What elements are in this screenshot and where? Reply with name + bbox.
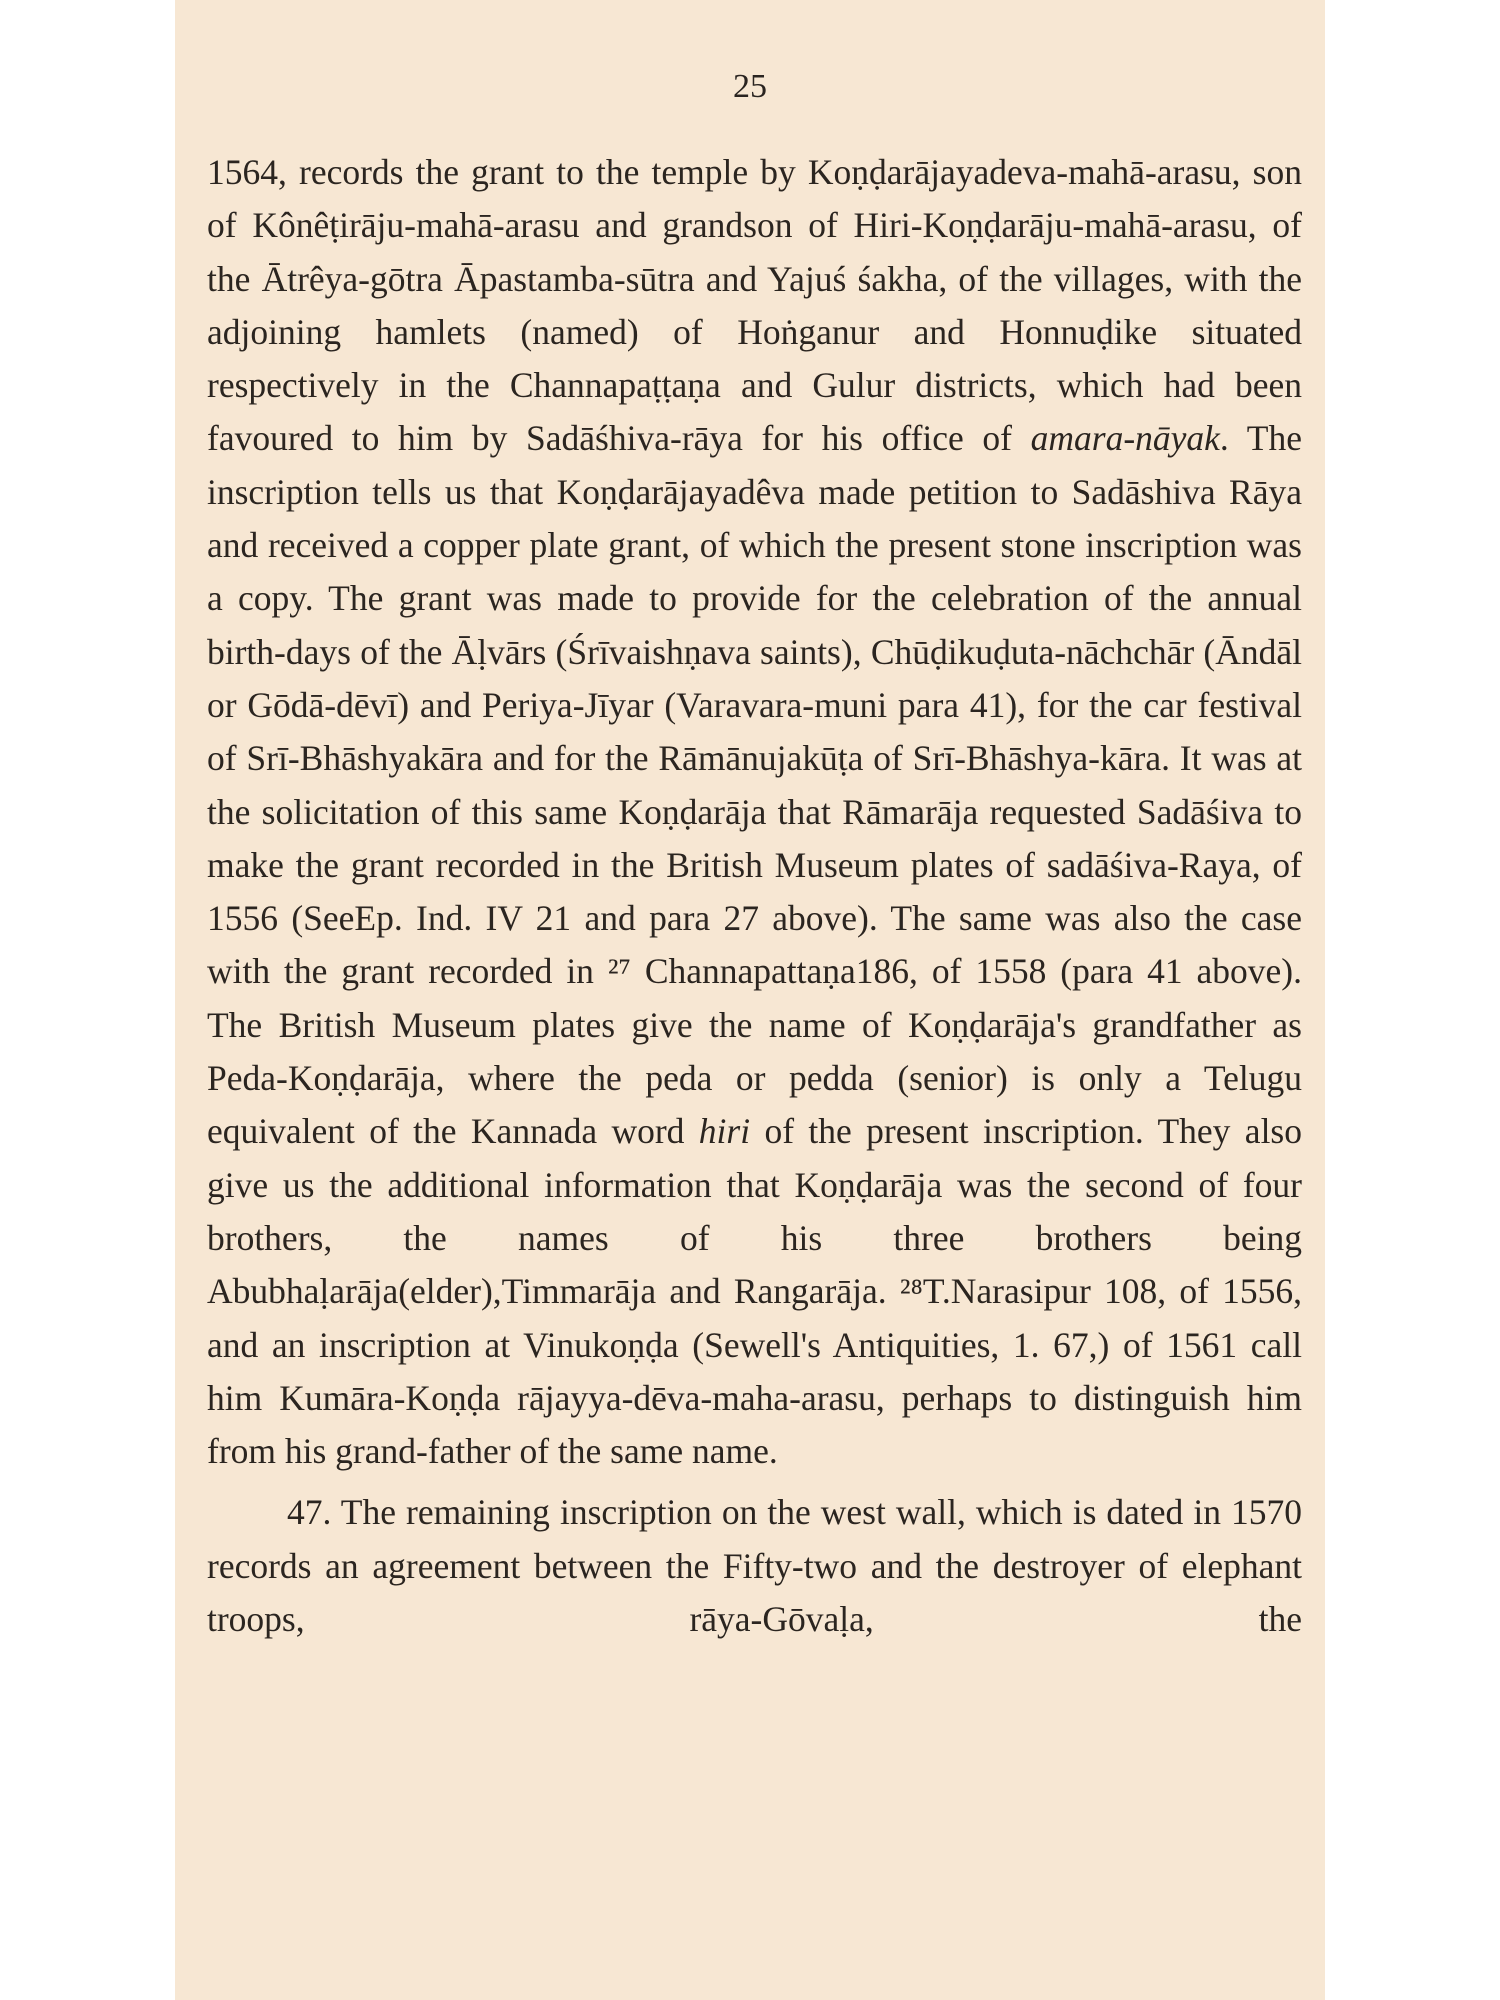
body-text (207, 146, 1302, 1646)
italic-term-hiri: hiri (698, 1111, 751, 1152)
book-page (175, 0, 1325, 2000)
paragraph-46-continuation (207, 146, 1302, 1478)
text-segment: . The inscription tells us that Koṇḍarājayadêva made petition to Sadāshiva Rāya and received a copper plate grant, of which the present stone inscription was a copy. The grant was made to provide for the celebration of the annual birth-days of the Āḷvārs (Śrīvaishṇava saints), Chūḍikuḍuta-nāchchār (Āndāl or Gōdā-dēvī) and Periya-Jīyar (Varavara-muni para 41), for the car festival of Srī-Bhāshyakāra and for the Rāmānujakūṭa of Srī-Bhāshya-kāra. It was at the solicitation of this same Koṇḍarāja that Rāmarāja requested Sadāśiva to make the grant recorded in the British Museum plates of sadāśiva-Raya, of 1556 (SeeEp. Ind. IV 21 and para 27 above). The same was also the case with the grant recorded in ²⁷ Channapattaṇa186, of 1558 (para 41 above). The British Museum plates give the name of Koṇḍarāja's grandfather as Peda-Koṇḍarāja, where the peda or pedda (senior) is only a Telugu equivalent of the Kannada word (207, 418, 1302, 1152)
text-segment: of the present inscription. They also give us the additional information that Koṇḍarāja was the second of four brothers, the names of his three brothers being Abubhaḷarāja(elder),Timmarāja and Rangarāja. ²⁸T.Narasipur 108, of 1556, and an inscription at Vinukoṇḍa (Sewell's Antiquities, 1. 67,) of 1561 call him Kumāra-Koṇḍa rājayya-dēva-maha-arasu, perhaps to distinguish him from his grand-father of the same name. (207, 1111, 1302, 1472)
page-number: 25 (733, 68, 767, 105)
italic-term-amara-nayak: amara-nāyak (1030, 418, 1220, 459)
text-segment: 1564, records the grant to the temple by Koṇḍarājayadeva-mahā-arasu, son of Kônêṭirāju-mahā-arasu and grandson of Hiri-Koṇḍarāju-mahā-arasu, of the Ātrêya-gōtra Āpastamba-sūtra and Yajuś śakha, of the villages, with the adjoining hamlets (named) of Hoṅganur and Honnuḍike situated respectively in the Channapaṭṭaṇa and Gulur districts, which had been favoured to him by Sadāśhiva-rāya for his office of (207, 152, 1302, 459)
paragraph-47: 47. The remaining inscription on the west wall, which is dated in 1570 records an agreement between the Fifty-two and the destroyer of elephant troops, rāya-Gōvaḷa, the (207, 1492, 1302, 1640)
